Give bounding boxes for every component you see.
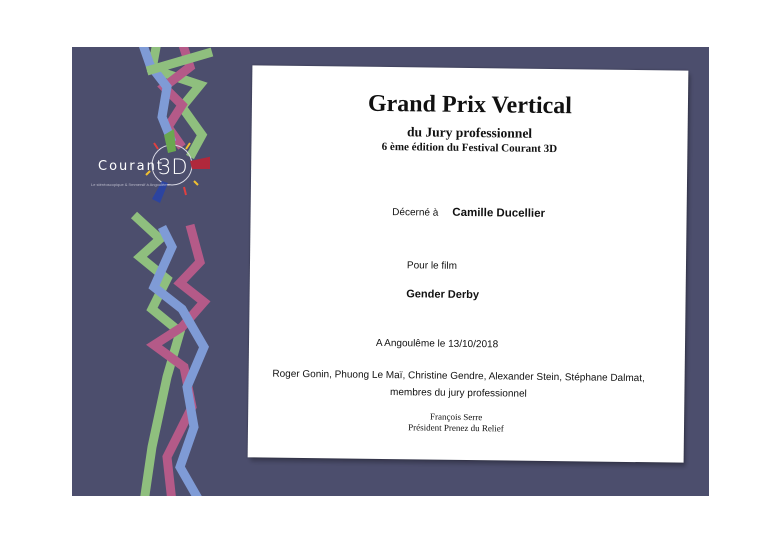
jury-names: Roger Gonin, Phuong Le Maï, Christine Gendre, Alexander Stein, Stéphane Dalmat, (272, 368, 645, 385)
place-date: A Angoulême le 13/10/2018 (375, 337, 499, 351)
awarded-label: Décerné à (392, 207, 439, 219)
film-title: Gender Derby (406, 288, 480, 302)
jury-role: membres du jury professionnel (389, 387, 527, 400)
award-subtitle: du Jury professionnel (407, 124, 533, 141)
logo-tagline: Le stéréoscopique & l'immersif à Angoulême (91, 182, 170, 187)
signer-title: Président Prenez du Relief (408, 422, 504, 434)
certificate-panel (72, 47, 709, 496)
courant-3d-logo (90, 125, 210, 205)
logo-3d-text: 3D (158, 155, 188, 179)
awardee-name: Camille Ducellier (452, 206, 546, 220)
signer-name: François Serre (429, 411, 483, 423)
award-paper (248, 65, 689, 462)
award-title: Grand Prix Vertical (367, 90, 573, 120)
film-label: Pour le film (406, 260, 458, 272)
festival-edition: 6 ème édition du Festival Courant 3D (381, 140, 558, 156)
logo-word: Courant (98, 159, 164, 174)
awarded-line (251, 204, 687, 221)
